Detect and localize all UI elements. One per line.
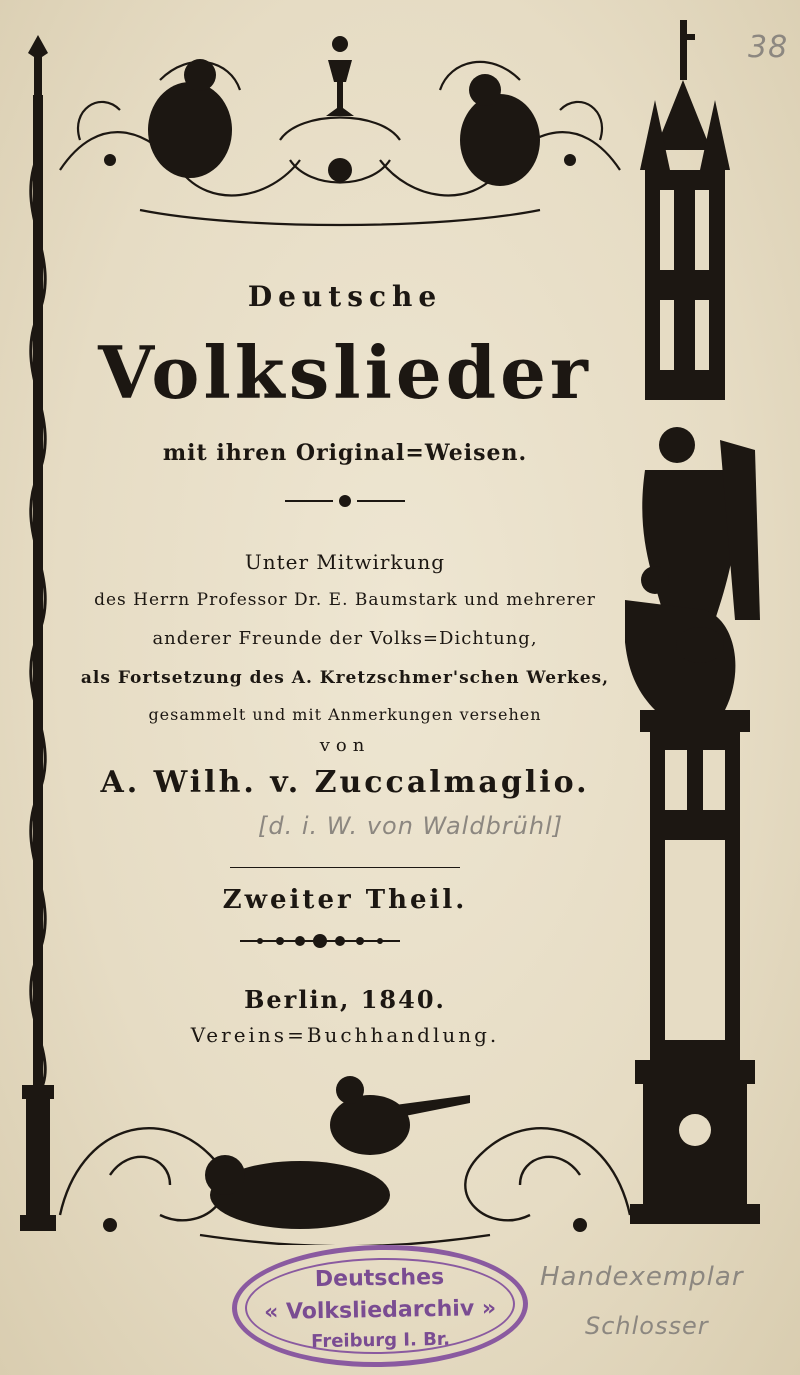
- ornate-divider: [240, 932, 400, 950]
- margin-note-2: Schlosser: [585, 1312, 709, 1340]
- body-line-4: als Fortsetzung des A. Kretzschmer'schen Werkes,: [80, 668, 610, 688]
- main-title: Volkslieder: [98, 330, 592, 415]
- top-ornament: [40, 20, 640, 230]
- stamp-line-1: Deutsches: [314, 1264, 445, 1293]
- author: A. Wilh. v. Zuccalmaglio.: [100, 765, 590, 800]
- right-column-ornament: [625, 20, 775, 1230]
- place-year: Berlin, 1840.: [244, 985, 446, 1014]
- page-number-note: 38: [748, 30, 789, 65]
- part-title: Zweiter Theil.: [222, 885, 468, 915]
- subtitle: mit ihren Original=Weisen.: [162, 440, 528, 466]
- bottom-ornament: [50, 1065, 640, 1245]
- body-line-6: von: [319, 735, 371, 756]
- title-line-1: Deutsche: [247, 280, 443, 313]
- stamp-line-3: Freiburg I. Br.: [311, 1328, 451, 1353]
- body-line-5: gesammelt und mit Anmerkungen versehen: [148, 705, 542, 724]
- body-line-1: Unter Mitwirkung: [244, 550, 446, 574]
- author-pencil-note: [d. i. W. von Waldbrühl]: [258, 812, 564, 840]
- library-stamp: [231, 1242, 529, 1369]
- small-divider: [285, 493, 405, 509]
- body-line-2: des Herrn Professor Dr. E. Baumstark und mehrerer: [94, 590, 596, 610]
- margin-note-1: Handexemplar: [540, 1262, 744, 1292]
- thin-rule: [230, 866, 460, 870]
- left-pole-ornament: [8, 35, 68, 1235]
- body-line-3: anderer Freunde der Volks=Dichtung,: [152, 628, 538, 649]
- stamp-line-2: « Volksliedarchiv »: [263, 1295, 497, 1326]
- publisher: Vereins=Buchhandlung.: [190, 1023, 500, 1047]
